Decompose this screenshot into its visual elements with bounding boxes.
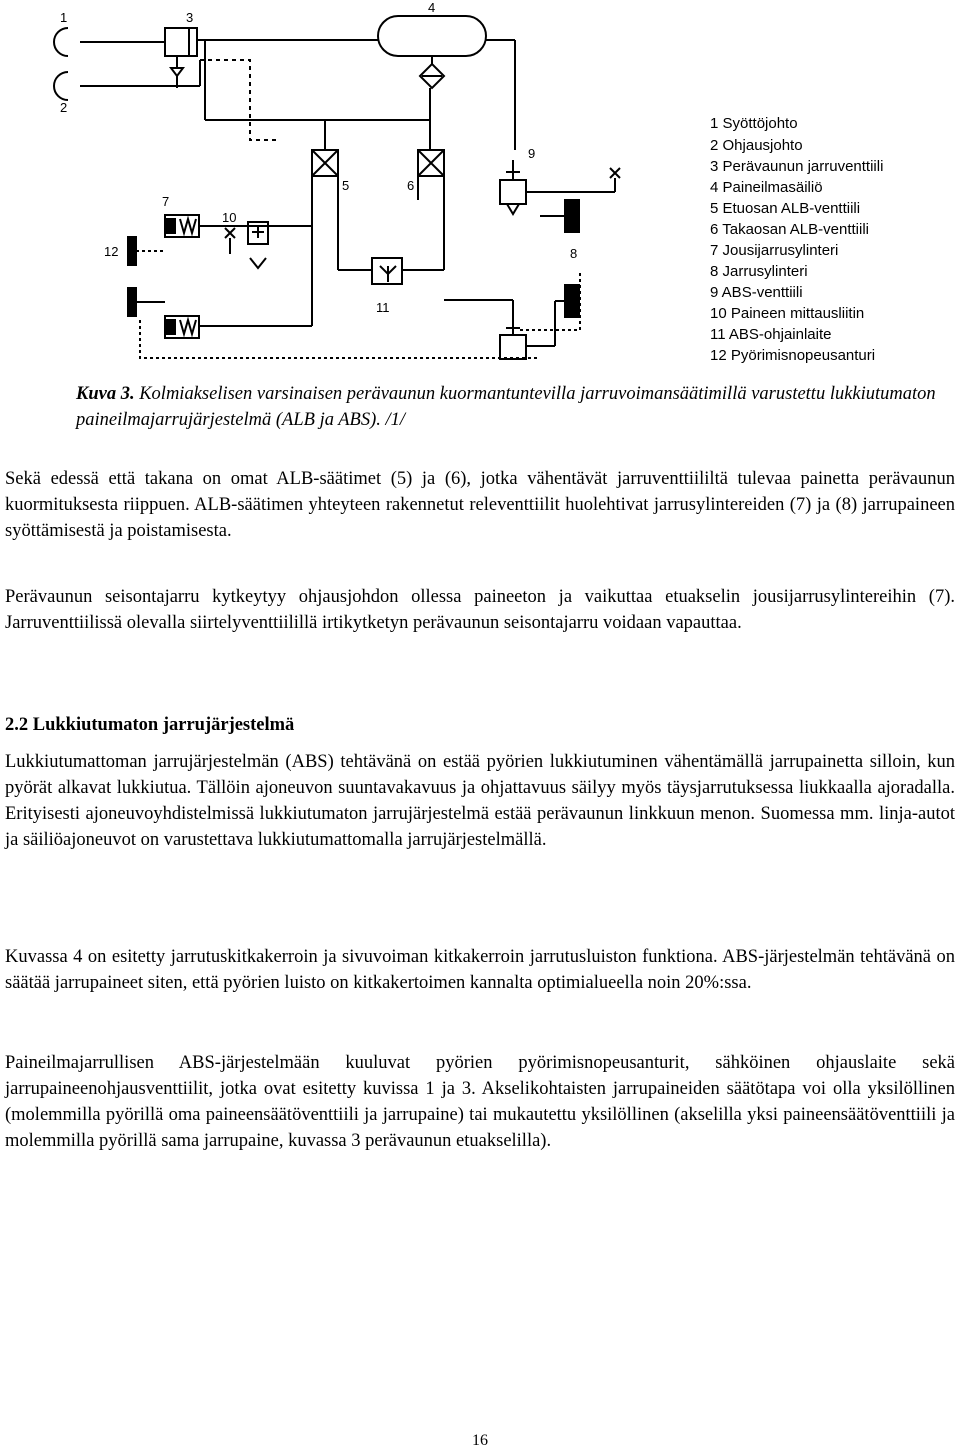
- legend-item: 6 Takaosan ALB-venttiili: [710, 221, 869, 238]
- relay-valve-left: [248, 222, 268, 268]
- caption-text: Kolmiakselisen varsinaisen perävaunun kuormantuntevilla jarruvoimansäätimillä varustettu lukkiutumaton paineilmajarrujärjestelmä (ALB ja ABS). /1/: [76, 384, 936, 430]
- legend-item: 7 Jousijarrusylinteri: [710, 242, 839, 259]
- callout-6: 6: [407, 178, 415, 193]
- spring-brake-cylinder: [165, 215, 199, 237]
- speed-sensor: [128, 237, 165, 265]
- callout-4: 4: [428, 0, 436, 15]
- control-line-coupling: [54, 72, 68, 100]
- callout-8: 8: [570, 246, 578, 261]
- legend-item: 3 Perävaunun jarruventtiili: [710, 158, 884, 175]
- caption-label: Kuva 3.: [76, 384, 135, 404]
- callout-9: 9: [528, 146, 536, 161]
- callout-2: 2: [60, 100, 68, 115]
- section-heading: 2.2 Lukkiutumaton jarrujärjestelmä: [5, 715, 295, 735]
- abs-valve: [500, 160, 526, 214]
- callout-3: 3: [186, 10, 194, 25]
- page-number: 16: [472, 1432, 488, 1449]
- callout-11: 11: [376, 300, 390, 315]
- callout-12: 12: [104, 244, 119, 259]
- abs-controller: [372, 258, 402, 284]
- callout-10: 10: [222, 210, 237, 225]
- paragraph-parking-brake: Perävaunun seisontajarru kytkeytyy ohjausjohdon ollessa paineeton ja vaikuttaa etuakselin jousijarrusylintereihin (7). Jarruventtiilissä olevalla siirtelyventtiilillä irtikytketyn perävaunun seisontajarru voidaan vapauttaa.: [5, 587, 955, 633]
- paragraph-friction-coefficient: Kuvassa 4 on esitetty jarrutuskitkakerroin ja sivuvoiman kitkakerroin jarrutusluiston funktiona. ABS-järjestelmän tehtävänä on säätää jarrupaineet siten, että pyörien luisto on kitkakertoimen kannalta optimialueella noin 20%:ssa.: [5, 947, 955, 993]
- abs-valve-rear: [500, 318, 526, 359]
- rear-alb-valve: [418, 150, 444, 200]
- trailer-brake-valve: [165, 28, 197, 88]
- legend-item: 12 Pyörimisnopeusanturi: [710, 347, 876, 364]
- figure-legend: [710, 115, 883, 364]
- front-alb-valve: [312, 150, 338, 200]
- callout-7: 7: [162, 194, 170, 209]
- legend-item: 10 Paineen mittausliitin: [710, 305, 865, 322]
- brake-system-diagram: [0, 0, 960, 370]
- callout-5: 5: [342, 178, 350, 193]
- paragraph-alb-regulators: Sekä edessä että takana on omat ALB-säätimet (5) ja (6), jotka vähentävät jarruventtiililtä tulevaa painetta perävaunun kuormituksesta riippuen. ALB-säätimen yhteyteen rakennetut releventtiilit huolehtivat jarrusylintereiden (7) ja (8) jarrupaineen syöttämisestä ja poistamisesta.: [5, 469, 955, 541]
- legend-item: 8 Jarrusylinteri: [710, 263, 808, 280]
- legend-item: 4 Paineilmasäiliö: [710, 179, 823, 196]
- legend-item: 11 ABS-ohjainlaite: [710, 326, 832, 343]
- air-reservoir: [378, 16, 486, 88]
- paragraph-abs-purpose: Lukkiutumattoman jarrujärjestelmän (ABS) tehtävänä on estää pyörien lukkiutuminen vähentämällä jarrupainetta silloin, kun pyörät alkavat lukkiutua. Tällöin ajoneuvon suuntavakavuus ja ohjattavuus säilyy myös täysjarrutuksessa liukkaalla ajoradalla. Erityisesti ajoneuvoyhdistelmissä lukkiutumaton jarrujärjestelmä estää perävaunun linkkuun menon. Suomessa mm. linja-autot ja säiliöajoneuvot on varustettava lukkiutumattomalla jarrujärjestelmällä.: [5, 752, 955, 850]
- brake-cylinder: [540, 200, 579, 232]
- figure-caption: [76, 381, 936, 433]
- callout-1: 1: [60, 10, 68, 25]
- legend-item: 2 Ohjausjohto: [710, 137, 803, 154]
- spring-brake-cylinder-rear: [165, 316, 199, 338]
- paragraph-abs-components: Paineilmajarrullisen ABS-järjestelmään kuuluvat pyörien pyörimisnopeusanturit, sähköinen ohjauslaite sekä jarrupaineenohjausventtiilit, jotka ovat esitetty kuvissa 1 ja 3. Akselikohtaisten jarrupaineiden säätötapa voi olla yksilöllinen (molemmilla pyörillä oma paineensäätöventtiili ja jarrupaine) tai mukautettu yksilöllinen (akselilla yksi paineensäätöventtiili ja molemmilla pyörillä sama jarrupaine, kuvassa 3 perävaunun etuakselilla).: [5, 1053, 955, 1151]
- test-connection: [225, 228, 235, 254]
- legend-item: 1 Syöttöjohto: [710, 115, 798, 132]
- legend-item: 5 Etuosan ALB-venttiili: [710, 200, 861, 217]
- supply-line-coupling: [54, 28, 68, 56]
- legend-item: 9 ABS-venttiili: [710, 284, 803, 301]
